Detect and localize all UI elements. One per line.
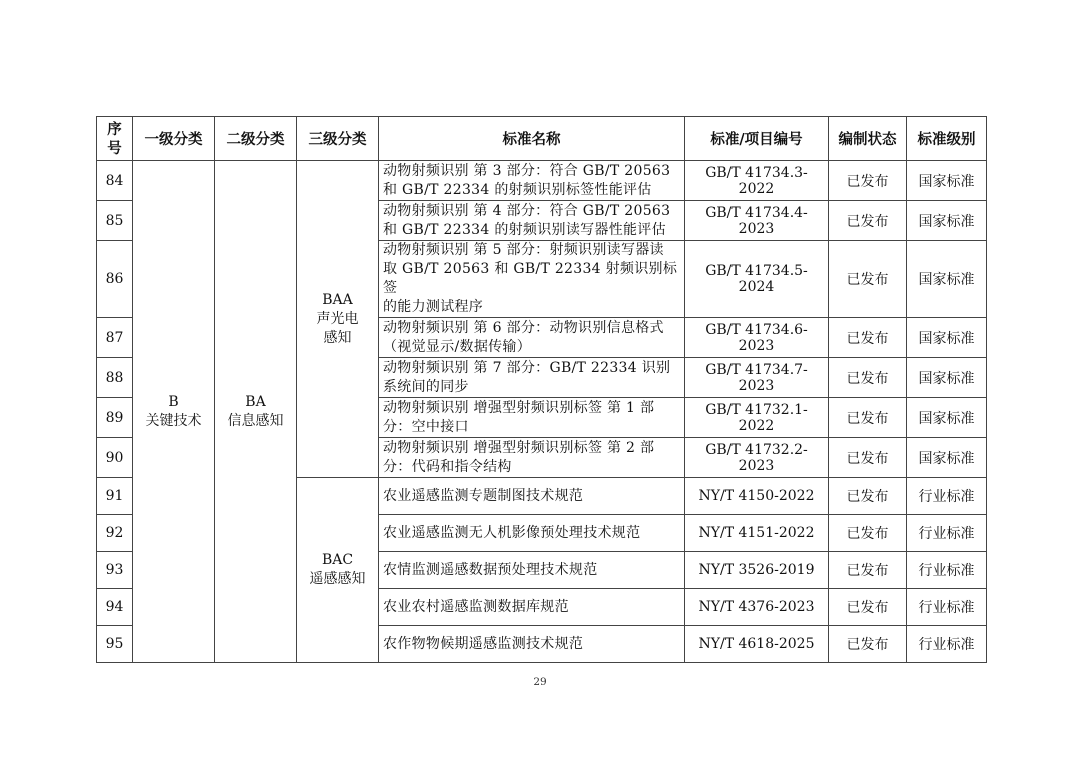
header-level3: 三级分类 [297, 117, 379, 161]
group-bac-code: BAC [321, 552, 354, 568]
row-name [379, 552, 685, 589]
page-number: 29 [533, 676, 547, 688]
row-name [379, 161, 685, 201]
row-code: GB/T 41732.2-2023 [685, 438, 829, 478]
header-level1: 一级分类 [133, 117, 215, 161]
row-grade: 国家标准 [907, 201, 987, 241]
level2-cell [215, 161, 297, 663]
row-name-line: 动物射频识别 增强型射频识别标签 第 1 部 [383, 399, 655, 416]
row-code: GB/T 41734.7-2023 [685, 358, 829, 398]
standards-table [96, 116, 987, 663]
row-seq: 92 [97, 515, 133, 552]
group-baa-cell [297, 161, 379, 478]
group-bac-cell [297, 478, 379, 663]
row-grade: 行业标准 [907, 552, 987, 589]
row-seq: 88 [97, 358, 133, 398]
row-name-line: 农业遥感监测专题制图技术规范 [383, 487, 584, 504]
row-grade: 行业标准 [907, 589, 987, 626]
row-name-line: 和 GB/T 22334 的射频识别标签性能评估 [383, 181, 652, 198]
level1-name: 关键技术 [145, 412, 202, 429]
level2-code: BA [245, 393, 266, 410]
row-name [379, 626, 685, 663]
row-status: 已发布 [829, 478, 907, 515]
row-status: 已发布 [829, 241, 907, 318]
row-name-line: 动物射频识别 第 6 部分：动物识别信息格式 [383, 319, 664, 336]
row-name-line: 分：代码和指令结构 [383, 458, 512, 475]
row-code: GB/T 41734.6-2023 [685, 318, 829, 358]
row-name [379, 358, 685, 398]
group-baa-code: BAA [322, 291, 353, 308]
row-name [379, 438, 685, 478]
row-seq: 93 [97, 552, 133, 589]
header-grade: 标准级别 [907, 117, 987, 161]
row-name-line: 农作物物候期遥感监测技术规范 [383, 635, 584, 652]
row-grade: 国家标准 [907, 358, 987, 398]
row-seq: 84 [97, 161, 133, 201]
row-code: NY/T 3526-2019 [685, 552, 829, 589]
table-body [97, 161, 987, 663]
row-code: NY/T 4618-2025 [685, 626, 829, 663]
row-name-line: 动物射频识别 增强型射频识别标签 第 2 部 [383, 439, 655, 456]
row-status: 已发布 [829, 358, 907, 398]
row-name-line: 系统间的同步 [383, 378, 469, 395]
row-code: NY/T 4376-2023 [685, 589, 829, 626]
level1-code: B [168, 393, 179, 410]
header-row [97, 117, 987, 161]
row-status: 已发布 [829, 318, 907, 358]
level1-cell [133, 161, 215, 663]
row-name [379, 478, 685, 515]
header-code: 标准/项目编号 [685, 117, 829, 161]
row-name-line: 农业遥感监测无人机影像预处理技术规范 [383, 524, 641, 541]
row-code: GB/T 41734.3-2022 [685, 161, 829, 201]
row-seq: 91 [97, 478, 133, 515]
row-status: 已发布 [829, 438, 907, 478]
row-name [379, 318, 685, 358]
row-code: GB/T 41734.4-2023 [685, 201, 829, 241]
group-baa-name: 感知 [323, 329, 352, 346]
row-name-line: 取 GB/T 20563 和 GB/T 22334 射频识别标签 [383, 261, 678, 296]
row-status: 已发布 [829, 626, 907, 663]
row-seq: 85 [97, 201, 133, 241]
row-status: 已发布 [829, 201, 907, 241]
row-name-line: 农业农村遥感监测数据库规范 [383, 598, 569, 615]
table-row [97, 161, 987, 201]
row-code: GB/T 41732.1-2022 [685, 398, 829, 438]
header-level2: 二级分类 [215, 117, 297, 161]
row-status: 已发布 [829, 552, 907, 589]
row-code: NY/T 4151-2022 [685, 515, 829, 552]
row-name-line: 分：空中接口 [383, 418, 469, 435]
row-name-line: 的能力测试程序 [383, 299, 484, 315]
row-name [379, 398, 685, 438]
row-grade: 国家标准 [907, 318, 987, 358]
row-seq: 90 [97, 438, 133, 478]
row-seq: 87 [97, 318, 133, 358]
row-code: NY/T 4150-2022 [685, 478, 829, 515]
row-name [379, 241, 685, 318]
row-status: 已发布 [829, 398, 907, 438]
row-name [379, 515, 685, 552]
row-status: 已发布 [829, 161, 907, 201]
row-grade: 国家标准 [907, 438, 987, 478]
row-grade: 国家标准 [907, 241, 987, 318]
row-status: 已发布 [829, 589, 907, 626]
row-grade: 国家标准 [907, 161, 987, 201]
group-bac-name: 遥感感知 [309, 571, 366, 587]
row-seq: 95 [97, 626, 133, 663]
group-baa-name: 声光电 [316, 310, 359, 327]
row-name [379, 201, 685, 241]
header-name: 标准名称 [379, 117, 685, 161]
row-seq: 94 [97, 589, 133, 626]
row-name-line: 农情监测遥感数据预处理技术规范 [383, 561, 598, 578]
row-name-line: （视觉显示/数据传输） [383, 338, 532, 355]
row-seq: 86 [97, 241, 133, 318]
row-seq: 89 [97, 398, 133, 438]
row-name-line: 动物射频识别 第 4 部分：符合 GB/T 20563 [383, 202, 671, 219]
header-seq: 序 号 [97, 117, 133, 161]
row-name-line: 动物射频识别 第 5 部分：射频识别读写器读 [383, 242, 664, 258]
header-status: 编制状态 [829, 117, 907, 161]
level2-name: 信息感知 [227, 412, 284, 429]
row-name-line: 动物射频识别 第 7 部分：GB/T 22334 识别 [383, 359, 671, 376]
row-grade: 行业标准 [907, 626, 987, 663]
row-name-line: 动物射频识别 第 3 部分：符合 GB/T 20563 [383, 162, 671, 179]
row-status: 已发布 [829, 515, 907, 552]
row-code: GB/T 41734.5-2024 [685, 241, 829, 318]
row-grade: 行业标准 [907, 478, 987, 515]
row-name [379, 589, 685, 626]
row-grade: 国家标准 [907, 398, 987, 438]
row-name-line: 和 GB/T 22334 的射频识别读写器性能评估 [383, 221, 666, 238]
row-grade: 行业标准 [907, 515, 987, 552]
